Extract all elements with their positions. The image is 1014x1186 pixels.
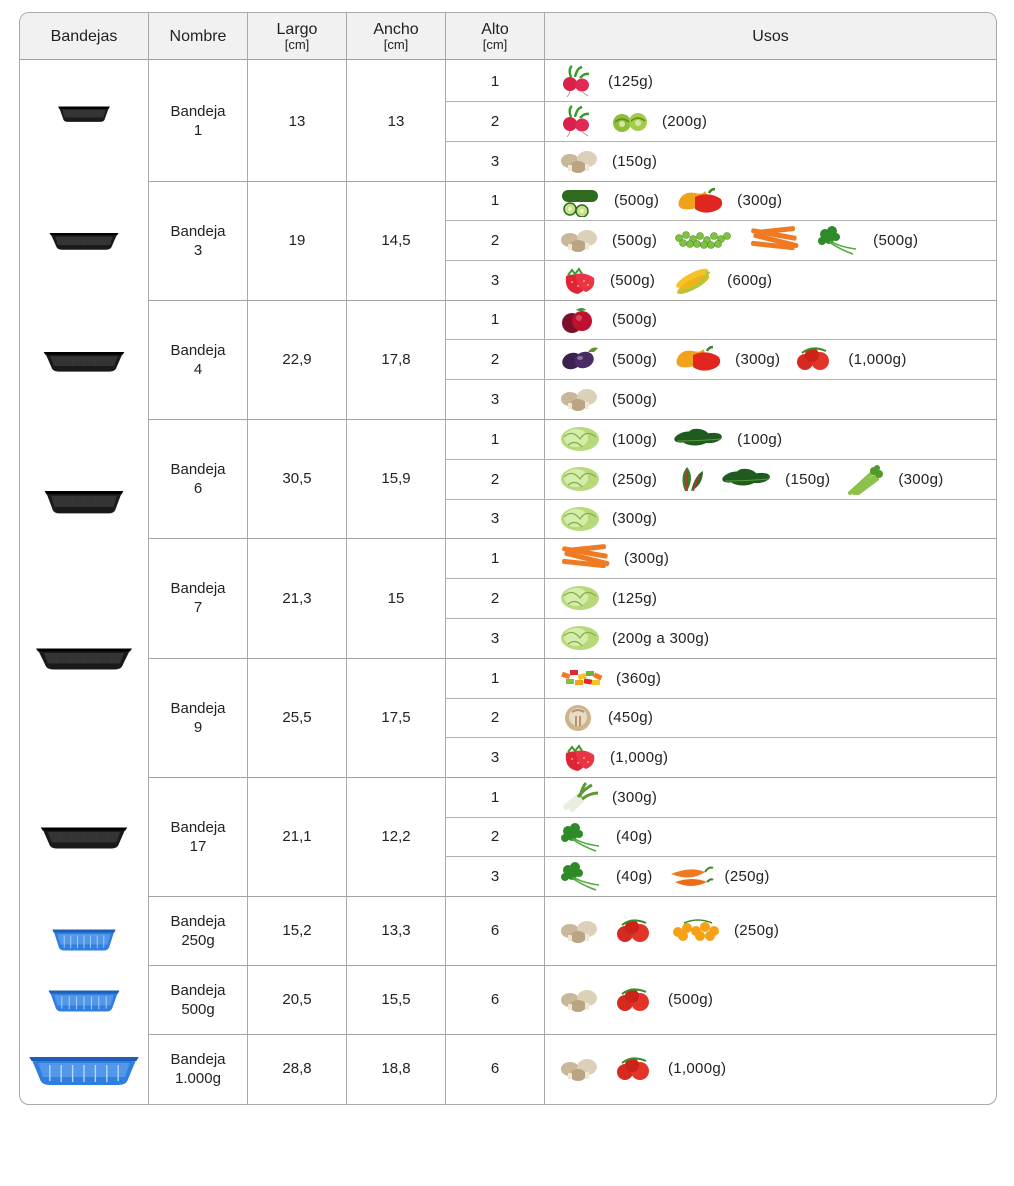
carrot-icon xyxy=(667,860,715,892)
largo-value xyxy=(248,181,346,300)
alto-value-text: 3 xyxy=(490,152,500,170)
use-item xyxy=(669,264,786,296)
use-quantity: (200g) xyxy=(662,112,708,130)
uses-row xyxy=(558,220,994,260)
parsley-icon xyxy=(558,821,606,853)
ancho-value-text: 13 xyxy=(387,112,405,130)
uses-row xyxy=(558,538,994,578)
header-ancho-unit: [cm] xyxy=(383,37,409,52)
header-largo-unit: [cm] xyxy=(284,37,310,52)
largo-value xyxy=(248,1034,346,1103)
row-divider xyxy=(445,499,996,500)
use-item xyxy=(558,304,671,336)
tray-name-model: 17 xyxy=(189,837,207,855)
row-divider xyxy=(445,618,996,619)
alto-value xyxy=(446,698,544,737)
largo-value xyxy=(248,61,346,181)
tray-name-label: Bandeja xyxy=(170,580,226,597)
parsley-icon xyxy=(558,860,606,892)
tomato-vine-icon xyxy=(794,343,838,375)
black-tray-icon xyxy=(34,641,134,671)
use-item xyxy=(558,582,671,614)
alto-value-text: 3 xyxy=(490,390,500,408)
tray-name-model: 6 xyxy=(193,479,203,497)
uses-row xyxy=(558,698,994,737)
mushroom-icon xyxy=(558,915,602,947)
use-quantity: (150g) xyxy=(785,470,831,488)
use-quantity: (450g) xyxy=(608,709,654,726)
uses-row xyxy=(558,896,994,965)
alto-value-text: 1 xyxy=(490,549,500,567)
alto-value xyxy=(446,538,544,578)
header-bandejas-label: Bandejas xyxy=(50,27,118,45)
largo-value xyxy=(248,538,346,658)
corn-icon xyxy=(669,264,717,296)
tray-name-model: 9 xyxy=(193,718,203,736)
use-quantity: (250g) xyxy=(612,470,658,488)
use-item xyxy=(667,860,784,892)
tray-name-label: Bandeja xyxy=(170,818,226,836)
alto-value xyxy=(446,896,544,965)
strawberry-icon xyxy=(558,264,600,296)
celery-icon xyxy=(844,463,888,495)
use-item xyxy=(671,423,796,455)
use-item xyxy=(671,463,844,495)
use-quantity: (300g) xyxy=(737,192,783,209)
uses-row xyxy=(558,578,994,618)
alto-value xyxy=(446,141,544,181)
brussels-sprouts-icon xyxy=(610,105,652,137)
row-divider xyxy=(148,777,996,778)
alto-value-text: 6 xyxy=(490,991,500,1008)
alto-value-text: 2 xyxy=(490,709,500,726)
ancho-value-text: 13,3 xyxy=(381,922,411,939)
largo-value-text: 21,1 xyxy=(282,828,312,845)
tray-name xyxy=(149,1034,247,1103)
carrot-sticks-icon xyxy=(747,224,803,256)
tray-name-model: 500g xyxy=(181,1000,215,1018)
sliced-mushroom-icon xyxy=(558,702,598,734)
strawberry-icon xyxy=(558,741,600,773)
product-table xyxy=(19,12,997,1105)
alto-value xyxy=(446,965,544,1034)
use-quantity: (1,000g) xyxy=(848,350,907,368)
use-item xyxy=(558,423,671,455)
largo-value xyxy=(248,777,346,896)
ancho-value-text: 18,8 xyxy=(381,1060,411,1077)
alto-value-text: 2 xyxy=(490,350,500,368)
lettuce-icon xyxy=(558,423,602,455)
alto-value xyxy=(446,499,544,538)
tray-name-model: 4 xyxy=(193,360,203,378)
ancho-value xyxy=(347,181,445,300)
use-quantity: (500g) xyxy=(668,991,714,1008)
spinach-icon xyxy=(671,423,727,455)
use-item xyxy=(558,662,675,694)
use-quantity: (500g) xyxy=(612,350,658,368)
alto-value-text: 1 xyxy=(490,311,500,328)
alto-value xyxy=(446,181,544,220)
use-quantity: (300g) xyxy=(612,510,658,527)
largo-value-text: 30,5 xyxy=(282,470,312,487)
use-quantity: (200g a 300g) xyxy=(612,629,710,647)
black-tray-icon xyxy=(48,227,120,251)
blue-tray-icon xyxy=(51,922,117,952)
row-divider xyxy=(445,737,996,738)
use-quantity: (1,000g) xyxy=(668,1060,727,1077)
uses-row xyxy=(558,260,994,300)
use-quantity: (500g) xyxy=(612,231,658,249)
use-item xyxy=(558,343,671,375)
tomato-vine-icon xyxy=(614,915,658,947)
use-quantity: (125g) xyxy=(612,589,658,607)
alto-value xyxy=(446,777,544,817)
tomato-vine-icon xyxy=(614,984,658,1016)
row-divider xyxy=(148,538,996,539)
alto-value-text: 6 xyxy=(490,922,500,939)
ancho-value xyxy=(347,61,445,181)
mushroom-icon xyxy=(558,1053,602,1085)
use-item xyxy=(558,185,673,217)
use-quantity: (250g) xyxy=(724,867,770,885)
use-item xyxy=(558,105,721,137)
header-ancho xyxy=(347,13,445,60)
mushroom-icon xyxy=(558,224,602,256)
use-item xyxy=(558,1053,740,1085)
largo-value-text: 13 xyxy=(288,112,306,130)
largo-value xyxy=(248,419,346,538)
row-divider xyxy=(445,459,996,460)
uses-row xyxy=(558,61,994,101)
uses-row xyxy=(558,1034,994,1103)
tray-name xyxy=(149,658,247,777)
ancho-value-text: 15,5 xyxy=(381,991,411,1008)
alto-value xyxy=(446,1034,544,1103)
use-quantity: (600g) xyxy=(727,271,773,289)
tray-name xyxy=(149,896,247,965)
tray-name-model: 7 xyxy=(193,599,203,616)
alto-value-text: 2 xyxy=(490,828,500,845)
black-tray-icon xyxy=(42,345,126,373)
use-quantity: (1,000g) xyxy=(610,748,669,766)
pepper-icon xyxy=(673,185,727,217)
use-item xyxy=(558,984,727,1016)
cucumber-icon xyxy=(558,185,604,217)
use-item xyxy=(558,224,671,256)
uses-row xyxy=(558,379,994,419)
use-item xyxy=(558,702,667,734)
use-quantity: (150g) xyxy=(612,152,658,170)
use-item xyxy=(558,860,667,892)
use-item xyxy=(558,145,671,177)
use-item xyxy=(558,821,667,853)
tray-name xyxy=(149,61,247,181)
alto-value-text: 3 xyxy=(490,629,500,647)
alto-value xyxy=(446,300,544,339)
alto-value-text: 2 xyxy=(490,470,500,488)
ancho-value xyxy=(347,300,445,419)
chard-icon xyxy=(671,463,707,495)
header-usos-label: Usos xyxy=(752,27,789,45)
row-divider xyxy=(445,141,996,142)
alto-value-text: 3 xyxy=(490,510,500,527)
row-divider xyxy=(148,896,996,897)
tray-name-label: Bandeja xyxy=(170,1050,226,1068)
use-item xyxy=(558,741,682,773)
alto-value xyxy=(446,220,544,260)
tray-name-label: Bandeja xyxy=(170,222,226,240)
use-item xyxy=(844,463,957,495)
alto-value-text: 1 xyxy=(490,430,500,448)
header-alto-label: Alto xyxy=(481,21,509,38)
tray-name-label: Bandeja xyxy=(170,460,226,478)
ancho-value xyxy=(347,658,445,777)
row-divider xyxy=(445,856,996,857)
use-quantity: (500g) xyxy=(610,271,656,289)
tray-name-model: 250g xyxy=(181,931,215,949)
header-usos xyxy=(545,13,996,60)
alto-value xyxy=(446,817,544,856)
use-quantity: (300g) xyxy=(612,788,658,806)
alto-value xyxy=(446,419,544,459)
use-quantity: (300g) xyxy=(624,549,670,567)
largo-value-text: 22,9 xyxy=(282,351,312,368)
largo-value-text: 25,5 xyxy=(282,709,312,726)
largo-value xyxy=(248,300,346,419)
mushroom-icon xyxy=(558,145,602,177)
use-item xyxy=(558,383,671,415)
ancho-value-text: 17,8 xyxy=(381,351,411,368)
uses-row xyxy=(558,300,994,339)
tray-name xyxy=(149,181,247,300)
use-item xyxy=(558,781,671,813)
tray-name-label: Bandeja xyxy=(170,912,226,930)
tray-name xyxy=(149,419,247,538)
tray-name-label: Bandeja xyxy=(170,699,226,717)
uses-row xyxy=(558,777,994,817)
header-alto xyxy=(446,13,544,60)
black-tray-icon xyxy=(57,101,111,123)
use-quantity: (125g) xyxy=(608,72,654,90)
row-divider xyxy=(445,817,996,818)
use-quantity: (300g) xyxy=(735,350,781,368)
header-largo-label: Largo xyxy=(276,21,318,38)
blue-tray-icon xyxy=(47,983,121,1013)
ancho-value xyxy=(347,1034,445,1103)
use-quantity: (250g) xyxy=(734,922,780,939)
alto-value-text: 3 xyxy=(490,748,500,766)
alto-value-text: 1 xyxy=(490,192,500,209)
tray-name xyxy=(149,965,247,1034)
row-divider xyxy=(445,220,996,221)
mushroom-icon xyxy=(558,984,602,1016)
carrot-sticks-icon xyxy=(558,542,614,574)
alto-value xyxy=(446,260,544,300)
tomato-vine-icon xyxy=(614,1053,658,1085)
use-item xyxy=(671,224,932,256)
row-divider xyxy=(148,658,996,659)
uses-row xyxy=(558,856,994,896)
uses-row xyxy=(558,141,994,181)
use-quantity: (500g) xyxy=(614,192,660,209)
row-divider xyxy=(148,300,996,301)
eggplant-icon xyxy=(558,343,602,375)
radish-icon xyxy=(558,65,598,97)
tray-name-label: Bandeja xyxy=(170,341,226,359)
alto-value xyxy=(446,339,544,379)
largo-value-text: 20,5 xyxy=(282,991,312,1008)
uses-row xyxy=(558,101,994,141)
use-quantity: (500g) xyxy=(612,311,658,328)
use-item xyxy=(673,185,796,217)
tray-name xyxy=(149,300,247,419)
parsley-icon xyxy=(815,224,863,256)
use-quantity: (500g) xyxy=(612,390,658,408)
alto-value-text: 3 xyxy=(490,867,500,885)
ancho-value xyxy=(347,896,445,965)
row-divider xyxy=(148,419,996,420)
header-ancho-label: Ancho xyxy=(373,21,419,38)
lettuce-icon xyxy=(558,463,602,495)
use-item xyxy=(558,622,723,654)
uses-row xyxy=(558,459,994,499)
black-tray-icon xyxy=(39,820,129,850)
alto-value-text: 2 xyxy=(490,231,500,249)
alto-value xyxy=(446,856,544,896)
row-divider xyxy=(445,578,996,579)
alto-value xyxy=(446,618,544,658)
mixed-veg-icon xyxy=(558,662,606,694)
blue-tray-icon xyxy=(27,1047,141,1087)
tray-name-label: Bandeja xyxy=(170,981,226,999)
alto-value-text: 2 xyxy=(490,589,500,607)
uses-row xyxy=(558,658,994,698)
alto-value-text: 3 xyxy=(490,271,500,289)
alto-value xyxy=(446,459,544,499)
alto-value xyxy=(446,101,544,141)
alto-value-text: 1 xyxy=(490,788,500,806)
tray-name-model: 3 xyxy=(193,241,203,259)
largo-value-text: 28,8 xyxy=(282,1060,312,1077)
ancho-value-text: 17,5 xyxy=(381,709,411,726)
header-bandejas xyxy=(20,13,148,60)
uses-row xyxy=(558,499,994,538)
ancho-value xyxy=(347,419,445,538)
ancho-value-text: 12,2 xyxy=(381,828,411,845)
alto-value-text: 6 xyxy=(490,1060,500,1077)
black-tray-icon xyxy=(43,483,125,515)
header-nombre xyxy=(149,13,247,60)
ancho-value xyxy=(347,538,445,658)
use-item xyxy=(558,264,669,296)
row-divider xyxy=(445,339,996,340)
alto-value-text: 1 xyxy=(490,669,500,687)
alto-value xyxy=(446,379,544,419)
lettuce-icon xyxy=(558,582,602,614)
use-quantity: (100g) xyxy=(612,430,658,448)
use-quantity: (500g) xyxy=(873,231,919,249)
uses-row xyxy=(558,965,994,1034)
use-quantity: (100g) xyxy=(737,430,783,448)
lettuce-icon xyxy=(558,503,602,535)
tray-name-model: 1.000g xyxy=(175,1069,221,1087)
tray-name-label: Bandeja xyxy=(170,103,226,120)
alto-value xyxy=(446,737,544,777)
use-item xyxy=(794,343,920,375)
leek-icon xyxy=(558,781,602,813)
peas-icon xyxy=(671,224,735,256)
use-item xyxy=(558,463,671,495)
use-item xyxy=(558,503,671,535)
ancho-value xyxy=(347,777,445,896)
row-divider xyxy=(445,101,996,102)
largo-value xyxy=(248,965,346,1034)
alto-value xyxy=(446,578,544,618)
largo-value-text: 21,3 xyxy=(282,589,312,607)
row-divider xyxy=(445,260,996,261)
use-quantity: (360g) xyxy=(616,669,662,687)
tray-name xyxy=(149,777,247,896)
uses-row xyxy=(558,618,994,658)
pepper-icon xyxy=(671,343,725,375)
row-divider xyxy=(148,181,996,182)
ancho-value-text: 15 xyxy=(387,589,405,607)
use-quantity: (40g) xyxy=(616,867,653,885)
row-divider xyxy=(148,965,996,966)
alto-value-text: 2 xyxy=(490,112,500,130)
tray-name-model: 1 xyxy=(193,122,203,139)
use-item xyxy=(671,343,794,375)
use-quantity: (300g) xyxy=(898,470,944,488)
ancho-value-text: 15,9 xyxy=(381,470,411,487)
use-item xyxy=(558,542,683,574)
uses-row xyxy=(558,339,994,379)
row-divider xyxy=(148,1034,996,1035)
header-largo xyxy=(248,13,346,60)
column-divider xyxy=(544,13,545,1104)
use-quantity: (40g) xyxy=(616,828,653,845)
radish-icon xyxy=(558,105,598,137)
lettuce-icon xyxy=(558,622,602,654)
alto-value xyxy=(446,61,544,101)
largo-value xyxy=(248,658,346,777)
row-divider xyxy=(445,379,996,380)
mushroom-icon xyxy=(558,383,602,415)
alto-value xyxy=(446,658,544,698)
uses-row xyxy=(558,181,994,220)
header-alto-unit: [cm] xyxy=(482,37,508,52)
largo-value-text: 15,2 xyxy=(282,922,312,939)
largo-value xyxy=(248,896,346,965)
spinach-icon xyxy=(719,463,775,495)
alto-value-text: 1 xyxy=(490,72,500,90)
row-divider xyxy=(445,698,996,699)
use-item xyxy=(558,65,667,97)
uses-row xyxy=(558,737,994,777)
uses-row xyxy=(558,817,994,856)
ancho-value xyxy=(347,965,445,1034)
uses-row xyxy=(558,419,994,459)
ancho-value-text: 14,5 xyxy=(381,232,411,249)
header-nombre-label: Nombre xyxy=(169,27,227,45)
use-item xyxy=(558,915,793,947)
largo-value-text: 19 xyxy=(288,232,306,249)
cherry-tomato-icon xyxy=(670,915,724,947)
tray-name xyxy=(149,538,247,658)
plum-icon xyxy=(558,304,602,336)
